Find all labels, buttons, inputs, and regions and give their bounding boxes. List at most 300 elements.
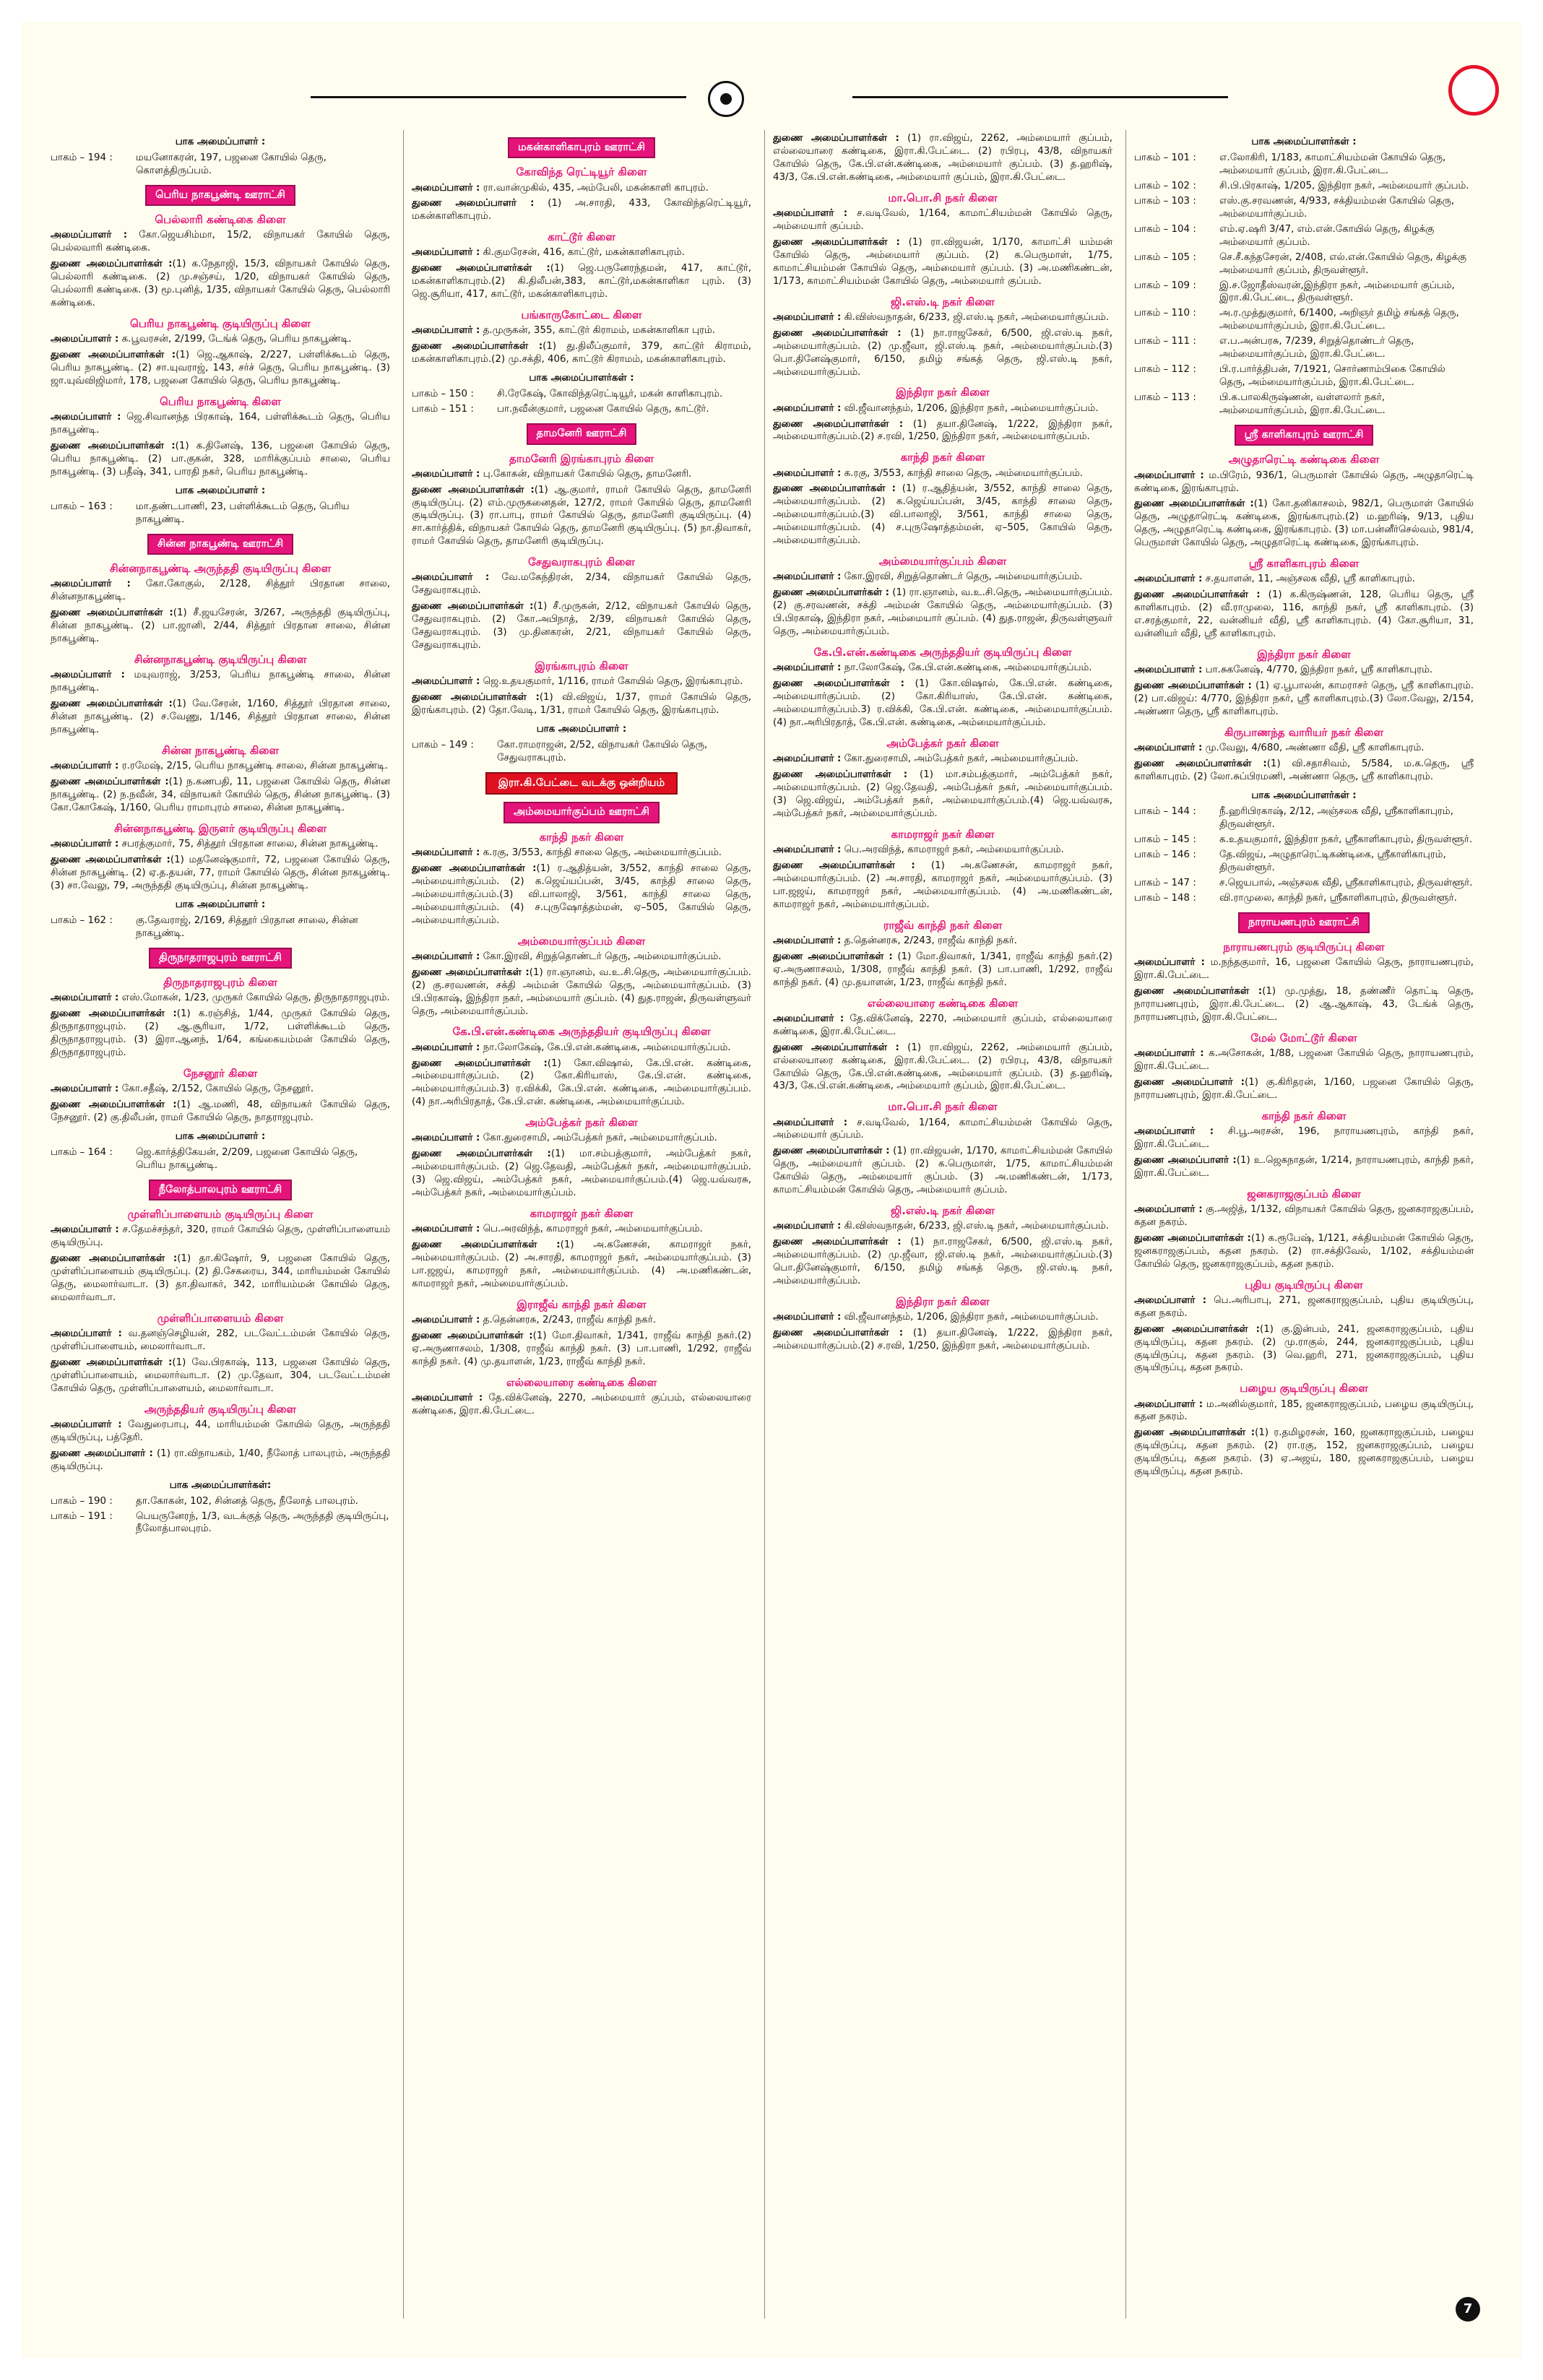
booth-entry [1134,335,1474,361]
organiser-role-label: துணை அமைப்பாளர்கள் : [1134,589,1261,601]
branch-heading: முள்ளிப்பாளையம் குடியிருப்பு கிளை [127,1208,314,1221]
organiser-role-label: துணை அமைப்பாளர்கள் : [1134,1232,1251,1244]
booth-organiser-details: சி.பி.பிரகாஷ், 1/205, இந்திரா நகர், அம்மையார் குப்பம். [1219,180,1469,191]
booth-organisers-heading: பாக அமைப்பாளர்கள் : [1251,790,1357,802]
newspaper-page [22,22,1521,2358]
booth-entry [412,403,751,416]
organiser-role-label: துணை அமைப்பாளர் : [51,1448,153,1459]
organiser-entry [1134,1398,1474,1424]
booth-organiser-details: மயனோகரன், 197, பஜனை கோயில் தெரு, கொளத்திருப்பம். [136,152,327,176]
branch-heading: இந்திரா நகர் கிளை [1257,648,1351,662]
organiser-details: (1) வே.பிரகாஷ், 113, பஜனை கோயில் தெரு, முள்ளிப்பாளையம், மைலார்வாடா. (2) மு.தேவா, 304, படவேட்டம்மன் கோயில் தெரு, முள்ளிப்பாளையம், மைலார்வாடா. [51,1356,390,1394]
organiser-entry [773,587,1112,639]
organiser-role-label: அமைப்பாளர் : [51,992,119,1004]
organiser-role-label: அமைப்பாளர் : [773,571,842,583]
organiser-role-label: துணை அமைப்பாளர்கள் : [412,341,543,352]
organiser-role-label: துணை அமைப்பாளர்கள் : [412,484,535,496]
organiser-entry [773,467,1112,480]
organiser-details: வேதுரைபாபு, 44, மாரியம்மன் கோயில் தெரு, அருந்ததி குடியிருப்பு, பத்தேரி. [51,1419,390,1443]
organiser-details: ம.நந்தகுமார், 16, பஜனை கோயில் தெரு, நாராயணபுரம், இரா.கி.பேட்டை. [1134,957,1474,982]
booth-organiser-details: சி.ரேகேஷ், கோவிந்தரெட்டியூர், மகன் காளிகாபுரம். [497,389,723,400]
organiser-role-label: துணை அமைப்பாளர்கள் : [51,607,173,619]
organiser-details: (1) ஏ.பூபாலன், காமராசர் தெரு, ஸ்ரீ காளிகாபுரம்.(2) பா.விஜய்: 4/770, இந்திரா நகர், ஸ்ரீ காளிகாபுரம்.(3) லோ.வேலு, 2/154, அண்ணா தெரு, ஸ்ரீ காளிகாபுரம். [1134,680,1474,718]
organiser-details: (1) ரா.விஜய், 2262, அம்மையார் குப்பம், எல்லையாரை கண்டிகை, இரா.கி.பேட்டை. (2) ரபிரபு, 43/8, விநாயகர் கோயில் தெரு, கே.பி.என்.கண்டிகை, அம்மையார் குப்பம். (3) த.ஹரிஷ், 43/3, கே.பி.என்.கண்டிகை, அம்மையார் குப்பம், இரா.கி.பேட்டை. [773,133,1112,183]
organiser-entry [412,1314,751,1327]
branch-heading: அம்பேத்கர் நகர் கிளை [525,1116,638,1130]
booth-number: பாகம் – 105 : [1134,251,1196,263]
organiser-role-label: அமைப்பாளர் : [412,1315,480,1326]
organiser-details: (1) வி.விஜய், 1/37, ராமர் கோயில் தெரு, இரங்காபுரம். (2) தோ.வேடி, 1/31, ராமர் கோயில் தெரு, இரங்காபுரம். [412,692,751,717]
organiser-entry [412,1330,751,1369]
booth-number: பாகம் – 113 : [1134,392,1196,404]
organiser-entry [1134,1294,1474,1320]
organiser-role-label: அமைப்பாளர் : [1134,574,1203,585]
organiser-role-label: துணை அமைப்பாளர்கள் : [51,854,170,865]
organiser-role-label: அமைப்பாளர் : [773,402,842,414]
branch-heading: கிருபாணந்த வாரியர் நகர் கிளை [1224,726,1384,740]
organiser-role-label: துணை அமைப்பாளர்கள் : [51,1008,177,1019]
organiser-details: (1) மதனேஷ்குமார், 72, பஜனை கோயில் தெரு, சின்ன நாகபூண்டி. (2) ஏ.த.தயன், 77, ராமர் கோயில் தெரு, சின்ன நாகபூண்டி. (3) சா.வேலு, 79, அருந்ததி குடியிருப்பு, சின்ன நாகபூண்டி. [51,854,390,891]
booth-number: பாகம் – 147 : [1134,877,1196,888]
organiser-role-label: அமைப்பாளர் : [51,838,119,849]
booth-number: பாகம் – 111 : [1134,336,1196,347]
organiser-role-label: அமைப்பாளர் : [773,753,842,765]
organiser-entry [51,440,390,479]
organiser-entry [773,1311,1112,1324]
booth-entry [1134,152,1474,178]
branch-heading: கோவிந்த ரெட்டியூர் கிளை [516,165,647,179]
booth-number: பாகம் – 146 : [1134,849,1196,860]
organiser-role-label: அமைப்பாளர் : [412,325,480,337]
organiser-role-label: அமைப்பாளர் : [51,412,121,423]
organiser-entry [773,1042,1112,1094]
booth-organisers-heading: பாக அமைப்பாளர் : [175,899,266,910]
organiser-details: (1) சீ.ஜயசேரன், 3/267, அருந்ததி குடியிருப்பு, சின்ன நாகபூண்டி. (2) பா.ஜானி, 2/44, சித்தூர் பிரதான சாலை, சின்ன நாகபூண்டி. [51,607,390,645]
organiser-entry [773,571,1112,584]
organiser-role-label: துணை அமைப்பாளர்கள் : [412,692,540,704]
organiser-details: (1) கோ.தனிகாசலம், 982/1, பெருமாள் கோயில் தெரு, அழுதாரெட்டி கண்டிகை, இரங்காபுரம்.(2) ம.ஹரிஷ், 9/13, புதிய தெரு, அழுதாரெட்டி கண்டிகை, இரங்காபுரம். (3) மா.பன்னீர்செல்வம், 981/4, பெருமாள் கோயில் தெரு, அழுதாரெட்டி கண்டிகை, இரங்காபுரம். [1134,498,1474,549]
booth-entry [1134,805,1474,831]
organiser-details: (1) து.திலீப்குமார், 379, காட்டூர் கிராமம், மகன்காளிகாபுரம்.(2) மு.சக்தி, 406, காட்டூர் கிராமம், மகன்காளிகாபுரம். [412,341,751,365]
branch-heading: அழுதாரெட்டி கண்டிகை கிளை [1228,453,1380,467]
organiser-entry [773,935,1112,948]
booth-number: பாகம் – 151 : [412,404,474,415]
booth-number: பாகம் – 150 : [412,389,474,400]
organiser-entry [773,132,1112,184]
organiser-details: க.ரகு, 3/553, காந்தி சாலை தெரு, அம்மையார்குப்பம். [480,847,722,858]
branch-heading: திருநாதராஜபுரம் கிளை [163,975,277,989]
booth-organiser-details: மா.தண்டபாணி, 23, பள்ளிக்கூடம் தெரு, பெரிய நாகபூண்டி. [136,501,350,525]
booth-organiser-details: வி.ராமுலை, காந்தி நகர், ஸ்ரீகாளிகாபுரம், திருவள்ளூர். [1219,892,1457,904]
organiser-entry [412,1223,751,1236]
organiser-role-label: அமைப்பாளர் : [1134,1294,1207,1306]
organiser-entry [773,1013,1112,1039]
organiser-details: (1) ரா.ஞானம், வ.உ.சி.தெரு, அம்மையார்குப்பம். (2) கு.சரவணன், சக்தி அம்மன் கோயில் தெரு, அம்மையார்குப்பம். (3) பி.பிரகாஷ், இந்திரா நகர், அம்மையார் குப்பம். (4) துத.ராஜன், திருவள்ளுவர் தெரு, அம்மையார்குப்பம். [412,966,751,1017]
organiser-entry [412,862,751,927]
branch-heading: எல்லையாரை கண்டிகை கிளை [506,1375,657,1389]
organiser-role-label: துணை அமைப்பாளர்கள் : [51,441,176,451]
organiser-role-label: அமைப்பாளர் : [1134,1203,1203,1215]
organiser-role-label: அமைப்பாளர் : [412,1224,480,1235]
booth-entry [1134,251,1474,277]
organiser-entry [773,678,1112,730]
organiser-entry [412,951,751,964]
booth-entry [412,388,751,401]
organiser-entry [51,698,390,737]
branch-heading: இந்திரா நகர் கிளை [896,386,990,399]
organiser-details: (1) நா.ராஜசேகர், 6/500, ஜி.எஸ்.டி நகர், அம்மையார்குப்பம். (2) மு.ஜீவா, ஜி.எஸ்.டி நகர், அம்மையார்குப்பம்.(3) பொ.தினேஷ்குமார், 6/150, தமிழ் சங்கத் தெரு, ஜி.எஸ்.டி நகர், அம்மையார்குப்பம். [773,327,1112,378]
column-2 [412,130,751,2319]
organiser-details: க.அசோகன், 1/88, பஜனை கோயில் தெரு, நாராயணபுரம், இரா.கி.பேட்டை. [1134,1048,1474,1072]
organiser-entry [412,1148,751,1200]
organiser-details: (1) ர.ஆதித்யன், 3/552, காந்தி சாலை தெரு, அம்மையார்குப்பம். (2) க.ஜெய்யப்பன், 3/45, காந்தி சாலை தெரு, அம்மையார்குப்பம்.(3) வி.பாலாஜி, 3/561, காந்தி சாலை தெரு, அம்மையார்குப்பம். (4) ச.புருஷோத்தம்மன், ஏ–505, கோயில் தெரு, அம்மையார்குப்பம். [412,862,751,926]
organiser-role-label: துணை அமைப்பாளர்கள் : [773,1042,899,1053]
organiser-role-label: துணை அமைப்பாளர் : [1134,1154,1237,1166]
organiser-role-label: அமைப்பாளர் : [1134,469,1204,481]
organiser-role-label: துணை அமைப்பாளர்கள் : [773,327,902,339]
organiser-details: ம.பிரேம், 936/1, பெருமாள் கோயில் தெரு, அழுதாரெட்டி கண்டிகை, இரங்காபுரம். [1134,469,1474,494]
organiser-role-label: அமைப்பாளர் : [773,311,842,323]
organiser-entry [412,262,751,301]
booth-organiser-details: கு.தேவராஜ், 2/169, சித்தூர் பிரதான சாலை, சின்ன நாகபூண்டி. [136,914,358,939]
organiser-entry [412,246,751,259]
branch-heading: ஜி.எஸ்.டி நகர் கிளை [891,295,995,308]
branch-heading: புதிய குடியிருப்பு கிளை [1245,1278,1363,1291]
organiser-details: (1) கு.கிரிதரன், 1/160, பஜனை கோயில் தெரு, நாராயணபுரம், இரா.கி.பேட்டை. [1134,1076,1474,1101]
organiser-entry [412,1057,751,1109]
organiser-role-label: அமைப்பாளர் : [1134,743,1203,754]
organiser-entry [773,1220,1112,1233]
booth-organiser-details: எம்.ஏ.ஷரி 3/47, எம்.என்.கோயில் தெரு, கிழக்கு அம்மையார் குப்பம். [1219,223,1435,248]
organiser-role-label: துணை அமைப்பாளர்கள் : [51,259,173,270]
organiser-details: ம.அனில்குமார், 185, ஜனகராஜகுப்பம், பழைய குடியிருப்பு, கதன நகரம். [1134,1398,1474,1423]
branch-heading: காந்தி நகர் கிளை [539,830,624,844]
booth-organisers-heading: பாக அமைப்பாளர்கள்: [169,1479,272,1491]
organiser-entry [1134,589,1474,641]
organiser-role-label: துணை அமைப்பாளர்கள் : [51,350,176,361]
organiser-entry [773,1117,1112,1143]
party-emblem-icon [708,81,744,117]
organiser-role-label: துணை அமைப்பாளர் : [1134,1076,1245,1088]
organiser-entry [1134,758,1474,784]
organiser-entry [773,207,1112,233]
organiser-details: கோ.இரவி, சிறுத்தொண்டர் தெரு, அம்மையார்குப்பம். [841,571,1083,583]
booth-number: பாகம் – 148 : [1134,892,1196,904]
booth-entry [1134,280,1474,306]
organiser-details: (1) ரா.விஜயன், 1/170, காமாட்சியம்மன் கோயில் தெரு, அம்மையார் குப்பம். (2) க.பெருமாள், 1/75, காமாட்சியம்மன் கோயில் தெரு, அம்மையார் குப்பம். (3) அ.மணிகண்டன், 1/173, காமாட்சியம்மன் கோயில் தெரு, அம்மையார் குப்பம். [773,1146,1112,1196]
booth-organiser-details: செ.சீ.கந்தசேரன், 2/408, எல்.என்.கோயில் தெரு, கிழக்கு அம்மையார் குப்பம், திருவள்ளூர். [1219,251,1466,276]
organiser-details: த.தென்னரசு, 2/243, ராஜீவ் காந்தி நகர். [841,935,1017,946]
organiser-role-label: துணை அமைப்பாளர்கள் : [773,860,915,871]
organiser-role-label: அமைப்பாளர் : [412,182,480,194]
booth-number: பாகம் – 145 : [1134,834,1196,845]
organiser-role-label: அமைப்பாளர் : [773,662,842,674]
organiser-details: த.தென்னரசு, 2/243, ராஜீவ் காந்தி நகர். [480,1315,656,1326]
organiser-details: (1) க.நேதாஜி, 15/3, விநாயகர் கோயில் தெரு, பெல்லாரி கண்டிகை. (2) மு.சஞ்சய், 1/20, விநாயகர் கோயில் தெரு, பெல்லாரி கண்டிகை. (3) மூ.புனித், 1/35, விநாயகர் கோயில் தெரு, பெல்லாரி கண்டிகை. [51,259,390,309]
branch-heading: சின்னநாகபூண்டி அருந்ததி குடியிருப்பு கிளை [109,562,332,576]
branch-heading: இரங்காபுரம் கிளை [535,659,628,673]
organiser-role-label: அமைப்பாளர் : [773,467,842,479]
booth-organiser-details: எ.லோகிரி, 1/183, காமாட்சியம்மன் கோயில் தெரு, அம்மையார் குப்பம், இரா.கி.பேட்டை. [1219,152,1446,176]
booth-entry [1134,892,1474,905]
organiser-details: சபரத்குமார், 75, சித்தூர் பிரதான சாலை, சின்ன நாகபூண்டி. [118,838,379,849]
organiser-role-label: அமைப்பாளர் : [412,1042,480,1053]
organiser-role-label: அமைப்பாளர் : [773,1013,844,1024]
organiser-details: ச.வடிவேல், 1/164, காமாட்சியம்மன் கோயில் தெரு, அம்மையார் குப்பம். [773,207,1112,232]
booth-organiser-details: கோ.ராமராஜன், 2/52, விநாயகர் கோயில் தெரு, சேதுவராகபுரம். [497,740,708,763]
organiser-details: (1) ஆ.மணி, 48, விநாயகர் கோயில் தெரு, நேசனூர். (2) கு.திலீபன், ராமர் கோயில் தெரு, நாதராஜபுரம். [51,1099,390,1123]
booth-entry [1134,223,1474,249]
panchayat-heading: தாமனேரி ஊராட்சி [527,423,637,444]
organiser-entry [51,1099,390,1125]
organiser-entry [412,966,751,1018]
organiser-entry [51,1083,390,1096]
booth-organiser-details: ஜெ.கார்த்திகேயன், 2/209, பஜனை கோயில் தெரு, பெரிய நாகபூண்டி. [136,1146,358,1171]
organiser-entry [412,340,751,366]
branch-heading: பெரிய நாகபூண்டி குடியிருப்பு கிளை [130,317,311,331]
branch-heading: சின்ன நாகபூண்டி கிளை [161,743,280,757]
booth-number: பாகம் – 163 : [51,501,113,512]
branch-heading: பெல்லாரி கண்டிகை கிளை [155,213,286,227]
organiser-role-label: அமைப்பாளர் : [412,676,480,688]
organiser-role-label: அமைப்பாளர் : [412,1133,480,1144]
organiser-details: (1) ர.ஆதித்யன், 3/552, காந்தி சாலை தெரு, அம்மையார்குப்பம். (2) க.ஜெய்யப்பன், 3/45, காந்தி சாலை தெரு, அம்மையார்குப்பம்.(3) வி.பாலாஜி, 3/561, காந்தி சாலை தெரு, அம்மையார்குப்பம். (4) ச.புருஷோத்தம்மன், ஏ–505, கோயில் தெரு, அம்மையார்குப்பம். [773,483,1112,547]
booth-number: பாகம் – 102 : [1134,180,1196,191]
organiser-details: தே.விக்னேஷ், 2270, அம்மையார் குப்பம், எல்லையாரை கண்டிகை, இரா.கி.பேட்டை. [412,1393,751,1416]
organiser-entry [773,1145,1112,1197]
organiser-entry [1134,1076,1474,1102]
branch-heading: நேசனூர் கிளை [183,1066,258,1080]
organiser-details: க.பூவரசன், 2/199, டேங்க் தெரு, பெரிய நாகபூண்டி. [118,334,352,345]
booth-entry [1134,180,1474,193]
organiser-details: கோ.ஜெயசிம்மா, 15/2, விநாயகர் கோயில் தெரு, பெல்லவாரி கண்டிகை. [51,230,390,254]
organiser-entry [773,311,1112,324]
organiser-role-label: துணை அமைப்பாளர்கள் : [773,769,908,781]
column-divider [764,130,765,2319]
organiser-details: ச.வடிவேல், 1/164, காமாட்சியம்மன் கோயில் தெரு, அம்மையார் குப்பம். [773,1117,1112,1141]
booth-organisers-heading: பாக அமைப்பாளர் : [175,485,266,496]
organiser-entry [1134,1154,1474,1180]
organiser-entry [412,182,751,195]
branch-heading: இந்திரா நகர் கிளை [896,1295,990,1309]
page-number: 7 [1456,2297,1480,2321]
organiser-role-label: துணை அமைப்பாளர்கள் : [773,483,896,495]
organiser-role-label: அமைப்பாளர் : [412,951,480,962]
organiser-entry [412,1392,751,1418]
branch-heading: பங்காருகோட்டை கிளை [521,308,642,322]
organiser-details: (1) மோ.திவாகர், 1/341, ராஜீவ் காந்தி நகர்.(2) ஏ.அருணாசலம், 1/308, ராஜீவ் காந்தி நகர். (3) பா.பாணி, 1/292, ராஜீவ் காந்தி நகர். (4) மு.தயாளன், 1/23, ராஜீவ் காந்தி நகர். [412,1330,751,1367]
branch-heading: மா.பொ.சி நகர் கிளை [888,191,998,204]
organiser-details: கோ.இரவி, சிறுத்தொண்டர் தெரு, அம்மையார்குப்பம். [480,951,722,962]
organiser-details: தே.விக்னேஷ், 2270, அம்மையார் குப்பம், எல்லையாரை கண்டிகை, இரா.கி.பேட்டை. [773,1013,1112,1037]
organiser-entry [773,236,1112,288]
branch-heading: காந்தி நகர் கிளை [900,451,985,464]
organiser-entry [51,776,390,815]
organiser-details: (1) மா.சம்பத்குமார், அம்பேத்கர் நகர், அம்மையார்குப்பம். (2) ஜெ.தேவதி, அம்பேத்கர் நகர், அம்மையார்குப்பம்.(3) ஜெ.விஜய், அம்பேத்கர் நகர், அம்மையார்குப்பம்.(4) ஜெ.யவ்வரசு, அம்பேத்கர் நகர், அம்மையார்குப்பம். [773,769,1112,819]
branch-heading: அம்பேத்கர் நகர் கிளை [886,736,999,750]
organiser-details: (1) கோ.விஷால், கே.பி.என். கண்டிகை, அம்மையார்குப்பம். (2) கோ.கிரியாஸ், கே.பி.என். கண்டிகை, அம்மையார்குப்பம்.3) ர.விக்கி, கே.பி.என். கண்டிகை, அம்மையார்குப்பம்.(4) நா.அரிபிரதாத், கே.பி.என். கண்டிகை, அம்மையார்குப்பம். [412,1057,751,1108]
organiser-details: (1) தா.கிஷோர், 9, பஜனை கோயில் தெரு, முள்ளிப்பாளையம் குடியிருப்பு. (2) தி.சேகரைய, 344, மாரியம்மன் கோயில் தெரு, மைலார்வாடா. (3) தா.திவாகர், 342, மாரியம்மன் கோயில் தெரு, மைலார்வாடா. [51,1253,390,1303]
organiser-entry [412,600,751,652]
organiser-role-label: துணை அமைப்பாளர்கள் : [412,1057,548,1069]
booth-number: பாகம் – 164 : [51,1146,113,1158]
organiser-details: (1) ந.கணபதி, 11, பஜனை கோயில் தெரு, சின்ன நாகபூண்டி. (2) ந.நவீன், 34, விநாயகர் கோயில் தெரு, சின்ன நாகபூண்டி. (3) கோ.கோகேஷ், 1/160, பெரிய ராமாபுரம் சாலை, சின்ன நாகபூண்டி. [51,776,390,813]
panchayat-heading: திருநாதராஜபுரம் ஊராட்சி [149,948,292,969]
organiser-entry [773,769,1112,821]
booth-organiser-details: பி.க.பாலகிருஷ்ணன், வள்ளலார் நகர், அம்மையார்குப்பம், இரா.கி.பேட்டை. [1219,392,1386,417]
organiser-role-label: அமைப்பாளர் : [1134,957,1205,969]
organiser-entry [773,860,1112,912]
booth-entry [412,739,751,765]
organiser-role-label: அமைப்பாளர் : [1134,1398,1203,1410]
organiser-entry [773,327,1112,379]
organiser-entry [412,1132,751,1145]
organiser-details: ஜெ.உதயகுமார், 1/116, ராமர் கோயில் தெரு, இரங்காபுரம். [480,676,743,688]
booth-organisers-heading: பாக அமைப்பாளர் : [175,137,266,147]
organiser-entry [51,1008,390,1060]
organiser-entry [1134,1232,1474,1271]
organiser-details: க.ரகு, 3/553, காந்தி சாலை தெரு, அம்மையார்குப்பம். [841,467,1084,479]
booth-organisers-heading: பாக அமைப்பாளர் : [536,724,627,735]
organiser-role-label: துணை அமைப்பாளர்கள் : [1134,1427,1255,1439]
organiser-role-label: துணை அமைப்பாளர்கள் : [51,698,173,709]
organiser-role-label: துணை அமைப்பாளர்கள் : [412,263,550,274]
panchayat-heading: மகன்காளிகாபுரம் ஊராட்சி [508,137,655,158]
organiser-entry [773,1236,1112,1288]
organiser-role-label: துணை அமைப்பாளர்கள் : [51,776,169,787]
organiser-entry [51,1356,390,1395]
branch-heading: சின்னநாகபூண்டி இருளர் குடியிருப்பு கிளை [114,821,327,835]
organiser-role-label: அமைப்பாளர் : [773,1117,848,1128]
branch-heading: கே.பி.என்.கண்டிகை அருந்ததியர் குடியிருப்பு கிளை [452,1025,711,1039]
branch-heading: பெரிய நாகபூண்டி கிளை [160,395,281,408]
panchayat-heading: அம்மையார்குப்பம் ஊராட்சி [503,802,660,823]
branch-heading: ஜி.எஸ்.டி நகர் கிளை [891,1204,995,1218]
masthead-rule-left [311,96,686,98]
booth-entry [1134,391,1474,417]
booth-number: பாகம் – 112 : [1134,364,1196,376]
organiser-details: (1) ர.தமிழரசன், 160, ஜனகராஜகுப்பம், பழைய குடியிருப்பு, கதன நகரம். (2) ரா.ரகு, 152, ஜனகராஜகுப்பம், பழைய குடியிருப்பு, கதன நகரம். (3) ஏ.அஜய், 180, ஜனகராஜகுப்பம், பழைய குடியிருப்பு, கதன நகரம். [1134,1427,1474,1478]
organiser-entry [412,468,751,481]
branch-heading: சின்னநாகபூண்டி குடியிருப்பு கிளை [134,653,307,666]
organiser-role-label: அமைப்பாளர் : [773,844,842,855]
branch-heading: தாமனேரி இரங்காபுரம் கிளை [509,451,654,465]
organiser-role-label: அமைப்பாளர் : [51,1419,122,1430]
organiser-details: (1) தயா.தினேஷ், 1/222, இந்திரா நகர், அம்மையார்குப்பம்.(2) ச.ரவி, 1/250, இந்திரா நகர், அம்மையார்குப்பம். [773,418,1112,443]
organiser-role-label: அமைப்பாளர் : [51,760,119,771]
organiser-details: பெ.அரிபாபு, 271, ஜனகராஜகுப்பம், புதிய குடியிருப்பு, கதன நகரம். [1134,1294,1474,1319]
organiser-role-label: துணை அமைப்பாளர்கள் : [412,601,534,613]
branch-heading: காமராஜர் நகர் கிளை [530,1207,634,1221]
booth-number: பாகம் – 109 : [1134,280,1196,291]
columns [51,130,1495,2319]
organiser-role-label: அமைப்பாளர் : [1134,1048,1204,1060]
organiser-details: (1) கு.இன்பம், 241, ஜனகராஜகுப்பம், புதிய குடியிருப்பு, கதன நகரம். (2) மு.ராகுல், 244, ஜனகராஜகுப்பம், புதிய குடியிருப்பு, கதன நகரம். (3) வெ.ஹரி, 271, ஜனகராஜகுப்பம், புதிய குடியிருப்பு, கதன நகரம். [1134,1323,1474,1374]
organiser-entry [773,483,1112,548]
booth-entry [1134,849,1474,875]
organiser-role-label: அமைப்பாளர் : [773,1312,842,1323]
branch-heading: அம்மையார்குப்பம் கிளை [878,555,1007,568]
organiser-entry [1134,469,1474,496]
booth-entry [51,1495,390,1508]
booth-entry [51,501,390,527]
organiser-details: (1) வே.சேரன், 1/160, சித்தூர் பிரதான சாலை, சின்ன நாகபூண்டி. (2) ச.வேணு, 1/146, சித்தூர் பிரதான சாலை, சின்ன நாகபூண்டி. [51,698,390,735]
organiser-details: (1) ரா.விஜய், 2262, அம்மையார் குப்பம், எல்லையாரை கண்டிகை, இரா.கி.பேட்டை. (2) ரபிரபு, 43/8, விநாயகர் கோயில் தெரு, கே.பி.என்.கண்டிகை, அம்மையார் குப்பம். (3) த.ஹரிஷ், 43/3, கே.பி.என்.கண்டிகை, அம்மையார் குப்பம், இரா.கி.பேட்டை. [773,1042,1112,1092]
booth-organiser-details: பெயருனேரந், 1/3, வடக்குத் தெரு, அருந்ததி குடியிருப்பு, நீலோத்பாலபுரம். [136,1510,389,1535]
booth-number: பாகம் – 110 : [1134,308,1196,319]
organiser-details: நா.லோகேஷ், கே.பி.என்.கண்டிகை, அம்மையார்குப்பம். [480,1042,731,1053]
branch-heading: காமராஜர் நகர் கிளை [891,827,995,841]
booth-entry [51,1146,390,1172]
organiser-role-label: அமைப்பாளர் : [51,1224,119,1236]
organiser-entry [412,1239,751,1291]
organiser-role-label: துணை அமைப்பாளர்கள் : [773,1237,902,1248]
organiser-details: பெ.அரவிந்த், காமராஜர் நகர், அம்மையார்குப்பம். [841,844,1064,855]
organiser-details: (1) க.ரூபேஷ், 1/121, சக்தியம்மன் கோயில் தெரு, ஜனகராஜகுப்பம், கதன நகரம். (2) ரா.சக்திவேல், 1/102, சக்தியம்மன் கோயில் தெரு, ஜனகராஜகுப்பம், கதன நகரம். [1134,1232,1474,1270]
organiser-details: (1) அ.சாரதி, 433, கோவிந்தரெட்டியூர், மகன்காளிகாபுரம். [412,198,751,222]
booth-entry [51,914,390,940]
branch-heading: கே.பி.என்.கண்டிகை அருந்ததியர் குடியிருப்பு கிளை [813,646,1072,659]
branch-heading: எல்லையாரை கண்டிகை கிளை [867,996,1019,1010]
branch-heading: காட்டூர் கிளை [548,230,615,244]
booth-number: பாகம் – 191 : [51,1510,113,1522]
organiser-details: (1) மோ.திவாகர், 1/341, ராஜீவ் காந்தி நகர்.(2) ஏ.அருணாசலம், 1/308, ராஜீவ் காந்தி நகர். (3) பா.பாணி, 1/292, ராஜீவ் காந்தி நகர். (4) மு.தயாளன், 1/23, ராஜீவ் காந்தி நகர். [773,951,1112,988]
branch-heading: முள்ளிப்பாளையம் கிளை [157,1311,284,1325]
organiser-entry [51,578,390,604]
organiser-details: (1) தயா.தினேஷ், 1/222, இந்திரா நகர், அம்மையார்குப்பம்.(2) ச.ரவி, 1/250, இந்திரா நகர், அம்மையார்குப்பம். [773,1328,1112,1352]
booth-entry [51,1510,390,1536]
branch-heading: அருந்ததியர் குடியிருப்பு கிளை [144,1402,297,1416]
organiser-role-label: அமைப்பாளர் : [51,334,119,345]
organiser-details: கோ.துரைசாமி, அம்பேத்கர் நகர், அம்மையார்குப்பம். [841,753,1079,765]
organiser-entry [773,662,1112,675]
branch-heading: ராஜீவ் காந்தி நகர் கிளை [883,918,1003,932]
organiser-details: ஜெ.சிவானந்த பிரகாஷ், 164, பள்ளிக்கூடம் தெரு, பெரிய நாகபூண்டி. [51,412,390,436]
organiser-role-label: அமைப்பாளர் : [1134,1125,1214,1137]
organiser-entry [51,992,390,1005]
red-ring-icon [1448,65,1499,116]
organiser-role-label: துணை அமைப்பாளர்கள் : [773,418,904,430]
organiser-role-label: துணை அமைப்பாளர்கள் : [773,236,900,248]
organiser-entry [51,1224,390,1250]
panchayat-heading: ஸ்ரீ காளிகாபுரம் ஊராட்சி [1235,425,1374,446]
booth-organiser-details: எ.ப.அன்பரசு, 7/239, சிறுத்தொண்டர் தெரு, அம்மையார்குப்பம், இரா.கி.பேட்டை. [1219,336,1414,360]
organiser-details: (1) அ.கணேசன், காமராஜர் நகர், அம்மையார்குப்பம். (2) அ.சாரதி, காமராஜர் நகர், அம்மையார்குப்பம். (3) பா.ஜஜய், காமராஜர் நகர், அம்மையார்குப்பம். (4) அ.மணிகண்டன், காமராஜர் நகர், அம்மையார்குப்பம். [773,860,1112,910]
organiser-entry [51,1328,390,1354]
organiser-entry [773,844,1112,857]
organiser-details: மு.வேலு, 4/680, அண்ணா வீதி, ஸ்ரீ காளிகாபுரம். [1202,743,1425,754]
organiser-details: மயுவராஜ், 3/253, பெரிய நாகபூண்டி சாலை, சின்ன நாகபூண்டி. [51,670,390,694]
organiser-role-label: அமைப்பாளர் : [773,1221,842,1232]
organiser-role-label: துணை அமைப்பாளர்கள் : [1134,1323,1261,1335]
booth-organiser-details: நீ.ஹரிபிரகாஷ், 2/12, அஞ்சலக வீதி, ஸ்ரீகாளிகாபுரம், திருவள்ளூர். [1219,805,1453,830]
booth-organiser-details: அ.ர.முத்துகுமார், 6/1400, அறிஞர் தமிழ் சங்கத் தெரு, அம்மையார்குப்பம், இரா.கி.பேட்டை. [1219,308,1459,332]
organiser-details: எஸ்.மோகன், 1/23, முருகர் கோயில் தெரு, திருநாதராஜபுரம். [118,992,390,1004]
organiser-entry [1134,742,1474,755]
branch-heading: மேல் மோட்டூர் கிளை [1250,1031,1357,1044]
union-heading: இரா.கி.பேட்டை வடக்கு ஒன்றியம் [485,772,678,795]
organiser-entry [51,1252,390,1304]
booth-organisers-heading: பாக அமைப்பாளர்கள் : [1251,137,1357,147]
booth-entry [1134,195,1474,221]
organiser-role-label: துணை அமைப்பாளர்கள் : [773,951,893,962]
organiser-role-label: அமைப்பாளர் : [51,670,125,681]
booth-entry [1134,307,1474,333]
organiser-details: (1) ரா.விஜயன், 1/170, காமாட்சி யம்மன் கோயில் தெரு, அம்மையார் குப்பம். (2) க.பெருமாள், 1/75, காமாட்சியம்மன் கோயில் தெரு, அம்மையார் குப்பம். (3) அ.மணிகண்டன், 1/173, காமாட்சியம்மன் கோயில் தெரு, அம்மையார் குப்பம். [773,236,1112,287]
organiser-entry [51,1419,390,1445]
booth-organiser-details: எஸ்.கு.சரவணன், 4/933, சக்தியம்மன் கோயில் தெரு, அம்மையார்குப்பம். [1219,195,1455,220]
organiser-role-label: அமைப்பாளர் : [1134,665,1203,676]
